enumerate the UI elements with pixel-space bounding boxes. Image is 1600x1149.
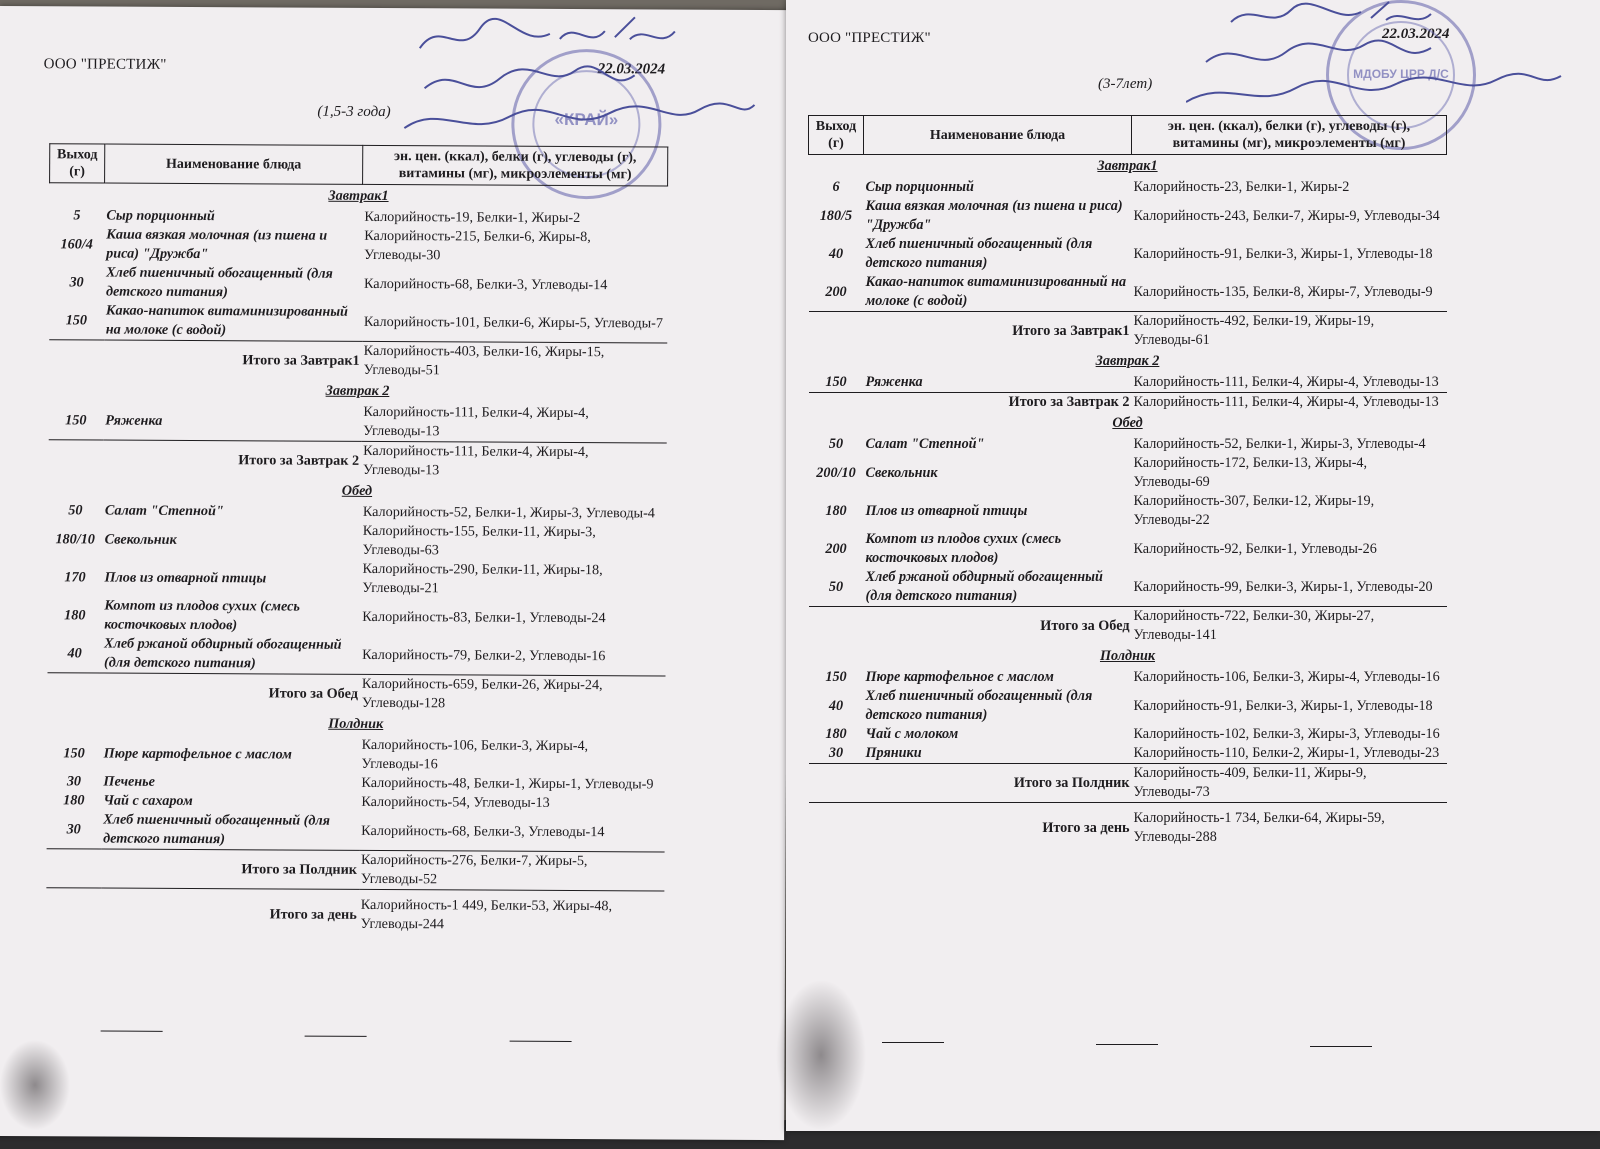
item-output: 200: [825, 283, 847, 300]
table-row: [49, 225, 667, 266]
menu-sheet-toddlers: [0, 6, 790, 1140]
item-dish: Свекольник: [104, 531, 177, 548]
meal-section-title: [809, 350, 1447, 373]
table-row: [809, 178, 1447, 197]
item-output: 150: [63, 744, 85, 761]
item-nutrition: Калорийность-23, Белки-1, Жиры-2: [1133, 179, 1350, 195]
item-nutrition: Калорийность-79, Белки-2, Углеводы-16: [362, 646, 606, 664]
meal-total-value: Калорийность-722, Белки-30, Жиры-27, Углеводы-141: [1132, 607, 1447, 646]
item-output: 150: [825, 374, 847, 390]
meal-total-row: [47, 673, 665, 715]
stamp-text: МДОБУ ЦРР Д/С: [1353, 67, 1449, 81]
table-row: [809, 492, 1447, 530]
day-total-label: Итого за день: [46, 888, 359, 934]
table-row: [809, 725, 1447, 744]
header-output: Выход (г): [809, 116, 864, 155]
stamp-text: «КРАЙ»: [554, 109, 619, 130]
item-output: 150: [65, 411, 87, 428]
table-row: [809, 568, 1447, 607]
meal-title: Завтрак 2: [325, 382, 390, 400]
approval-date: 22.03.2024: [1382, 26, 1450, 42]
day-total-row: [809, 803, 1447, 848]
signature-line: [510, 1041, 572, 1042]
meal-section-title: [48, 478, 666, 504]
item-dish: Хлеб ржаной обдирный обогащенный (для детского питания): [104, 635, 342, 672]
table-row: [809, 435, 1447, 454]
item-dish: Чай с молоком: [865, 726, 959, 742]
meal-section-title: [48, 378, 666, 404]
header-nutrition: эн. цен. (ккал), белки (г), углеводы (г), витамины (мг), микроэлементы (мг): [363, 145, 668, 186]
item-dish: Печенье: [103, 773, 156, 790]
item-dish: Какао-напиток витаминизированный на молоке (с водой): [105, 302, 349, 339]
item-dish: Свекольник: [865, 464, 938, 481]
meal-total-row: [809, 393, 1447, 413]
item-nutrition: Калорийность-91, Белки-3, Жиры-1, Углеводы-18: [1133, 245, 1433, 262]
meal-title: Завтрак1: [1097, 158, 1158, 174]
item-dish: Сыр порционный: [106, 207, 215, 225]
item-dish: Салат "Степной": [865, 436, 985, 452]
item-output: 180: [64, 606, 86, 623]
item-dish: Сыр порционный: [865, 179, 974, 195]
table-row: [47, 596, 665, 637]
item-output: 150: [65, 311, 88, 328]
item-dish: Хлеб пшеничный обогащенный (для детского питания): [103, 811, 331, 848]
meal-section-title: [809, 645, 1447, 668]
item-nutrition: Калорийность-215, Белки-6, Жиры-8, Углеводы-30: [364, 227, 591, 264]
table-row: [809, 744, 1447, 764]
header-dish: Наименование блюда: [864, 116, 1132, 155]
item-output: 180: [63, 792, 85, 809]
meal-title: Полдник: [1099, 648, 1156, 664]
item-dish: Какао-напиток витаминизированный на молоке (с водой): [865, 274, 1127, 309]
meal-total-value: Калорийность-492, Белки-19, Жиры-19, Углеводы-61: [1132, 312, 1447, 351]
item-output: 40: [67, 644, 82, 661]
meal-section-title: [47, 711, 665, 737]
signature-line: [1096, 1044, 1158, 1045]
signature-line: [305, 1036, 367, 1037]
table-row: [809, 235, 1447, 273]
table-row: [46, 734, 664, 775]
meal-title: Полдник: [328, 715, 384, 733]
item-dish: Пюре картофельное с маслом: [865, 669, 1054, 685]
table-row: [49, 263, 667, 304]
item-output: 30: [828, 745, 844, 761]
meal-title: Обед: [1112, 415, 1143, 431]
item-nutrition: Калорийность-110, Белки-2, Жиры-1, Углеводы-23: [1133, 745, 1440, 761]
item-dish: Компот из плодов сухих (смесь косточковых плодов): [865, 531, 1062, 566]
menu-table: [45, 143, 668, 935]
age-group: (3-7лет): [1098, 76, 1153, 92]
item-nutrition: Калорийность-106, Белки-3, Жиры-4, Углеводы-16: [1133, 669, 1440, 685]
meal-total-value: Калорийность-111, Белки-4, Жиры-4, Углеводы-13: [361, 441, 666, 481]
item-nutrition: Калорийность-68, Белки-3, Углеводы-14: [364, 275, 608, 293]
meal-total-row: [809, 312, 1447, 351]
meal-total-row: [809, 764, 1447, 803]
meal-total-label: Итого за Завтрак 2: [809, 393, 1132, 413]
item-output: 50: [828, 578, 844, 595]
day-total-label: Итого за день: [809, 803, 1132, 848]
table-row: [48, 401, 666, 443]
item-nutrition: Калорийность-111, Белки-4, Жиры-4, Углеводы-13: [1133, 374, 1439, 390]
item-dish: Компот из плодов сухих (смесь косточковых плодов): [104, 597, 300, 634]
item-dish: Плов из отварной птицы: [104, 569, 267, 586]
item-nutrition: Калорийность-243, Белки-7, Жиры-9, Углеводы-34: [1133, 207, 1440, 224]
age-group: (1,5-3 года): [317, 103, 391, 121]
print-smudge: [776, 980, 866, 1130]
item-dish: Ряженка: [105, 412, 163, 429]
handwritten-signature: [399, 8, 760, 150]
item-output: 200/10: [816, 464, 856, 481]
header-nutrition: эн. цен. (ккал), белки (г), углеводы (г), витамины (мг), микроэлементы (мг): [1132, 116, 1447, 155]
item-nutrition: Калорийность-102, Белки-3, Жиры-3, Углеводы-16: [1133, 726, 1440, 742]
company-name: ООО "ПРЕСТИЖ": [808, 30, 931, 46]
item-dish: Чай с сахаром: [103, 792, 193, 810]
item-output: 180: [825, 502, 847, 519]
item-nutrition: Калорийность-54, Углеводы-13: [361, 793, 550, 811]
item-output: 200: [825, 540, 847, 557]
meal-total-label: Итого за Полдник: [809, 764, 1132, 803]
item-nutrition: Калорийность-92, Белки-1, Углеводы-26: [1133, 540, 1377, 557]
meal-total-value: Калорийность-111, Белки-4, Жиры-4, Углеводы-13: [1132, 393, 1447, 413]
table-row: [48, 501, 666, 523]
table-row: [809, 373, 1447, 393]
item-nutrition: Калорийность-68, Белки-3, Углеводы-14: [361, 822, 605, 840]
meal-total-row: [48, 440, 666, 482]
item-dish: Каша вязкая молочная (из пшена и риса) "Дружба": [865, 198, 1123, 233]
item-nutrition: Калорийность-135, Белки-8, Жиры-7, Углеводы-9: [1133, 283, 1433, 300]
meal-total-value: Калорийность-659, Белки-26, Жиры-24, Углеводы-128: [360, 674, 665, 714]
meal-total-label: Итого за Завтрак1: [49, 340, 362, 380]
item-nutrition: Калорийность-52, Белки-1, Жиры-3, Углеводы-4: [362, 503, 655, 522]
meal-total-value: Калорийность-403, Белки-16, Жиры-15, Углеводы-51: [362, 341, 667, 381]
meal-total-label: Итого за Завтрак1: [809, 312, 1132, 351]
item-nutrition: Калорийность-101, Белки-6, Жиры-5, Углеводы-7: [363, 313, 664, 331]
meal-total-value: Калорийность-409, Белки-11, Жиры-9, Углеводы-73: [1132, 764, 1447, 803]
item-nutrition: Калорийность-290, Белки-11, Жиры-18, Углеводы-21: [362, 560, 603, 597]
table-row: [46, 810, 664, 852]
table-row: [49, 301, 667, 343]
item-output: 170: [64, 568, 86, 585]
item-output: 50: [68, 502, 83, 519]
table-row: [809, 530, 1447, 568]
meal-section-title: [809, 412, 1447, 435]
meal-title: Обед: [341, 482, 373, 499]
table-row: [809, 668, 1447, 687]
item-output: 160/4: [60, 235, 93, 252]
table-row: [48, 520, 666, 561]
table-row: [47, 558, 665, 599]
item-output: 40: [828, 245, 844, 262]
item-output: 5: [73, 207, 81, 224]
item-output: 180/5: [819, 207, 853, 224]
item-nutrition: Калорийность-91, Белки-3, Жиры-1, Углеводы-18: [1133, 697, 1433, 714]
table-row: [47, 634, 665, 676]
item-dish: Хлеб пшеничный обогащенный (для детского питания): [105, 264, 333, 301]
item-dish: Плов из отварной птицы: [865, 502, 1028, 519]
company-name: ООО "ПРЕСТИЖ": [43, 56, 167, 73]
item-nutrition: Калорийность-106, Белки-3, Жиры-4, Углеводы-16: [361, 736, 589, 773]
signature-line: [882, 1042, 944, 1043]
table-row: [809, 454, 1447, 492]
item-output: 180: [825, 726, 847, 742]
meal-total-row: [49, 340, 667, 382]
meal-total-label: Итого за Завтрак 2: [48, 440, 361, 480]
item-dish: Пюре картофельное с маслом: [103, 745, 292, 763]
day-total-row: [46, 888, 664, 936]
item-output: 30: [66, 820, 81, 837]
meal-total-row: [809, 607, 1447, 646]
item-dish: Ряженка: [865, 374, 923, 390]
item-dish: Пряники: [865, 745, 922, 761]
item-dish: Хлеб ржаной обдирный обогащенный (для детского питания): [865, 569, 1103, 604]
signature-line: [1310, 1046, 1372, 1047]
meal-total-label: Итого за Обед: [809, 607, 1132, 646]
header-dish: Наименование блюда: [105, 144, 363, 184]
day-total-value: Калорийность-1 449, Белки-53, Жиры-48, Углеводы-244: [359, 889, 664, 935]
item-output: 150: [825, 669, 847, 685]
menu-sheet-preschool: [786, 0, 1600, 1131]
item-nutrition: Калорийность-111, Белки-4, Жиры-4, Углеводы-13: [363, 403, 589, 440]
meal-total-row: [46, 849, 664, 891]
item-dish: Каша вязкая молочная (из пшена и риса) "Дружба": [106, 226, 328, 263]
menu-table: [808, 115, 1447, 847]
item-output: 40: [828, 697, 844, 714]
item-output: 50: [828, 436, 844, 452]
table-row: [809, 197, 1447, 235]
item-output: 30: [66, 773, 82, 790]
item-dish: Хлеб пшеничный обогащенный (для детского питания): [865, 236, 1093, 271]
handwritten-signature: [1186, 0, 1566, 115]
item-output: 6: [832, 179, 840, 195]
approval-date: 22.03.2024: [597, 61, 666, 78]
item-dish: Салат "Степной": [104, 502, 224, 520]
day-total-value: Калорийность-1 734, Белки-64, Жиры-59, Углеводы-288: [1132, 803, 1447, 848]
meal-total-label: Итого за Обед: [47, 673, 360, 713]
header-output: Выход (г): [50, 144, 105, 183]
table-row: [809, 273, 1447, 312]
meal-total-value: Калорийность-276, Белки-7, Жиры-5, Углеводы-52: [359, 850, 664, 891]
item-nutrition: Калорийность-48, Белки-1, Жиры-1, Углеводы-9: [361, 774, 654, 793]
item-nutrition: Калорийность-99, Белки-3, Жиры-1, Углеводы-20: [1133, 578, 1433, 595]
meal-section-title: [809, 155, 1447, 179]
signature-line: [101, 1031, 163, 1032]
item-output: 180/10: [55, 530, 95, 548]
meal-section-title: [49, 183, 667, 210]
meal-title: Завтрак 2: [1095, 353, 1160, 369]
item-nutrition: Калорийность-19, Белки-1, Жиры-2: [364, 208, 581, 227]
item-nutrition: Калорийность-52, Белки-1, Жиры-3, Углеводы-4: [1133, 436, 1426, 452]
item-nutrition: Калорийность-83, Белки-1, Углеводы-24: [362, 608, 606, 626]
meal-title: Завтрак1: [328, 187, 389, 205]
item-nutrition: Калорийность-155, Белки-11, Жиры-3, Углеводы-63: [362, 522, 596, 559]
meal-total-label: Итого за Полдник: [46, 849, 359, 890]
item-dish: Хлеб пшеничный обогащенный (для детского питания): [865, 688, 1093, 723]
item-nutrition: Калорийность-307, Белки-12, Жиры-19, Углеводы-22: [1133, 493, 1375, 528]
table-row: [809, 687, 1447, 725]
item-output: 30: [69, 273, 84, 290]
item-nutrition: Калорийность-172, Белки-13, Жиры-4, Углеводы-69: [1133, 455, 1368, 490]
